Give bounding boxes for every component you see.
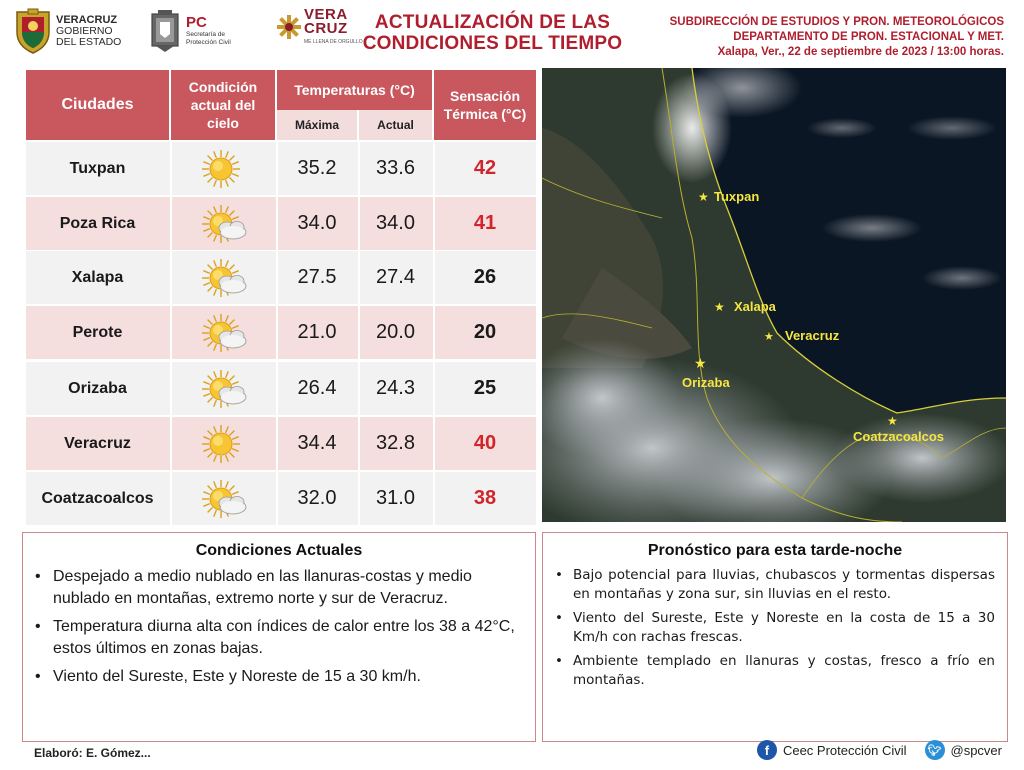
city-name: Tuxpan bbox=[69, 159, 126, 177]
sun-icon bbox=[171, 142, 275, 195]
map-label-veracruz: Veracruz bbox=[785, 328, 840, 343]
sun-cloud-icon bbox=[171, 472, 275, 525]
map-marker-tuxpan bbox=[698, 190, 709, 204]
subtitle-line1: SUBDIRECCIÓN DE ESTUDIOS Y PRON. METEOROLÓGICOS bbox=[669, 16, 1004, 28]
heat-index: 25 bbox=[473, 377, 497, 399]
heat-index: 40 bbox=[473, 432, 497, 454]
conditions-table bbox=[26, 70, 536, 526]
gob-line1: VERACRUZ bbox=[56, 13, 118, 26]
header-ciudades: Ciudades bbox=[26, 70, 169, 140]
svg-text:★: ★ bbox=[764, 330, 774, 343]
temp-actual: 24.3 bbox=[376, 377, 415, 399]
header bbox=[0, 0, 1024, 68]
city-name: Veracruz bbox=[64, 434, 131, 452]
map-label-tuxpan: Tuxpan bbox=[714, 189, 760, 204]
temp-actual: 27.4 bbox=[376, 266, 415, 288]
svg-text:★: ★ bbox=[698, 190, 709, 204]
temp-max: 32.0 bbox=[297, 487, 337, 509]
temp-max: 27.5 bbox=[297, 266, 337, 288]
heat-index: 42 bbox=[473, 157, 497, 179]
temp-max: 26.4 bbox=[297, 377, 337, 399]
title-line2: CONDICIONES DEL TIEMPO bbox=[362, 33, 623, 54]
current-conditions-title: Condiciones Actuales bbox=[195, 542, 363, 559]
map-label-orizaba: Orizaba bbox=[682, 375, 730, 390]
forecast-panel bbox=[542, 532, 1008, 742]
heat-index: 26 bbox=[473, 266, 497, 288]
twitter-link[interactable]: @spcver bbox=[950, 742, 1002, 758]
list-item: • Bajo potencial para lluvias, chubascos y tormentas dispersas en montañas y zona sur, sin lluvias en el resto. bbox=[555, 567, 995, 602]
pc-shield-icon bbox=[148, 8, 182, 54]
vc-line2: CRUZ bbox=[304, 20, 348, 37]
temp-max: 34.4 bbox=[297, 432, 337, 454]
table-row bbox=[26, 362, 536, 415]
satellite-map bbox=[542, 68, 1006, 522]
state-shield-icon bbox=[14, 8, 52, 54]
sun-icon bbox=[171, 417, 275, 470]
list-item: • Viento del Sureste, Este y Noreste en la costa de 15 a 30 Km/h con rachas frescas. bbox=[555, 610, 995, 645]
current-conditions-panel bbox=[22, 532, 536, 742]
map-marker-coatzacoalcos bbox=[887, 414, 898, 428]
subtitle-date: Xalapa, Ver., 22 de septiembre de 2023 / 13:00 horas. bbox=[717, 46, 1004, 58]
header-condicion: Condición actual del cielo bbox=[171, 70, 275, 140]
map-marker-orizaba bbox=[694, 356, 707, 372]
author-credit: Elaboró: E. Gómez... bbox=[34, 746, 151, 760]
header-temperaturas: Temperaturas (°C) bbox=[277, 70, 432, 110]
brand-star-icon bbox=[276, 14, 302, 40]
header-sensacion: Sensación Térmica (°C) bbox=[434, 70, 536, 140]
temp-actual: 20.0 bbox=[376, 321, 415, 343]
city-name: Perote bbox=[72, 323, 123, 341]
temp-actual: 31.0 bbox=[376, 487, 415, 509]
table-row bbox=[26, 197, 536, 250]
map-marker-xalapa bbox=[714, 300, 725, 314]
list-item: • Ambiente templado en llanuras y costas, fresco a frío en montañas. bbox=[555, 653, 995, 688]
table-row bbox=[26, 251, 536, 304]
facebook-icon[interactable]: f bbox=[757, 740, 777, 760]
map-label-coatzacoalcos: Coatzacoalcos bbox=[853, 429, 945, 444]
forecast-title: Pronóstico para esta tarde-noche bbox=[647, 542, 903, 559]
heat-index: 20 bbox=[473, 321, 497, 343]
issuing-department bbox=[670, 15, 1004, 60]
temp-max: 34.0 bbox=[297, 212, 337, 234]
city-name: Xalapa bbox=[71, 268, 124, 286]
temp-max: 35.2 bbox=[297, 157, 337, 179]
sun-cloud-icon bbox=[171, 251, 275, 304]
svg-text:★: ★ bbox=[714, 300, 725, 314]
temp-actual: 34.0 bbox=[376, 212, 415, 234]
temp-actual: 33.6 bbox=[376, 157, 415, 179]
facebook-link[interactable]: Ceec Protección Civil bbox=[782, 742, 907, 758]
temp-actual: 32.8 bbox=[376, 432, 415, 454]
forecast-list bbox=[543, 566, 1007, 689]
header-maxima: Máxima bbox=[277, 110, 357, 140]
list-item: • Despejado a medio nublado en las llanuras-costas y medio nublado en montañas, extremo norte y sur de Veracruz. bbox=[35, 568, 472, 607]
pc-sub: Secretaría de Protección Civil bbox=[186, 31, 231, 46]
current-conditions-list bbox=[23, 566, 535, 688]
table-row bbox=[26, 472, 536, 525]
twitter-icon[interactable]: 🐦︎ bbox=[925, 740, 945, 760]
page-title bbox=[355, 12, 630, 54]
city-name: Coatzacoalcos bbox=[41, 489, 154, 507]
heat-index: 41 bbox=[473, 212, 497, 234]
vc-line1: VERA bbox=[304, 6, 348, 23]
proteccion-civil-logo bbox=[148, 8, 242, 54]
title-line1: ACTUALIZACIÓN DE LAS bbox=[374, 12, 611, 33]
table-row bbox=[26, 306, 536, 359]
gob-line2: GOBIERNO bbox=[56, 24, 113, 37]
temp-max: 21.0 bbox=[297, 321, 337, 343]
map-label-xalapa: Xalapa bbox=[734, 299, 776, 314]
sun-cloud-icon bbox=[171, 306, 275, 359]
gob-line3: DEL ESTADO bbox=[56, 35, 122, 48]
table-row bbox=[26, 142, 536, 195]
social-links bbox=[757, 740, 1002, 760]
sun-cloud-icon bbox=[171, 362, 275, 415]
list-item: • Temperatura diurna alta con índices de calor entre los 38 a 42°C, estos últimos en zonas bajas. bbox=[35, 618, 515, 657]
gobierno-veracruz-logo bbox=[14, 8, 121, 54]
map-marker-veracruz bbox=[764, 330, 774, 343]
heat-index: 38 bbox=[473, 487, 497, 509]
list-item: • Viento del Sureste, Este y Noreste de 15 a 30 km/h. bbox=[35, 668, 421, 685]
city-name: Poza Rica bbox=[59, 214, 136, 232]
vc-line3: ME LLENA DE ORGULLO bbox=[304, 39, 363, 45]
sun-cloud-icon bbox=[171, 197, 275, 250]
pc-abbr: PC bbox=[186, 14, 207, 31]
satellite-image bbox=[542, 68, 1006, 522]
header-actual: Actual bbox=[359, 110, 432, 140]
veracruz-brand-logo bbox=[276, 8, 363, 45]
table-row bbox=[26, 417, 536, 470]
subtitle-line2: DEPARTAMENTO DE PRON. ESTACIONAL Y MET. bbox=[733, 31, 1004, 43]
city-name: Orizaba bbox=[68, 379, 127, 397]
svg-text:★: ★ bbox=[887, 414, 898, 428]
svg-text:★: ★ bbox=[694, 356, 707, 372]
